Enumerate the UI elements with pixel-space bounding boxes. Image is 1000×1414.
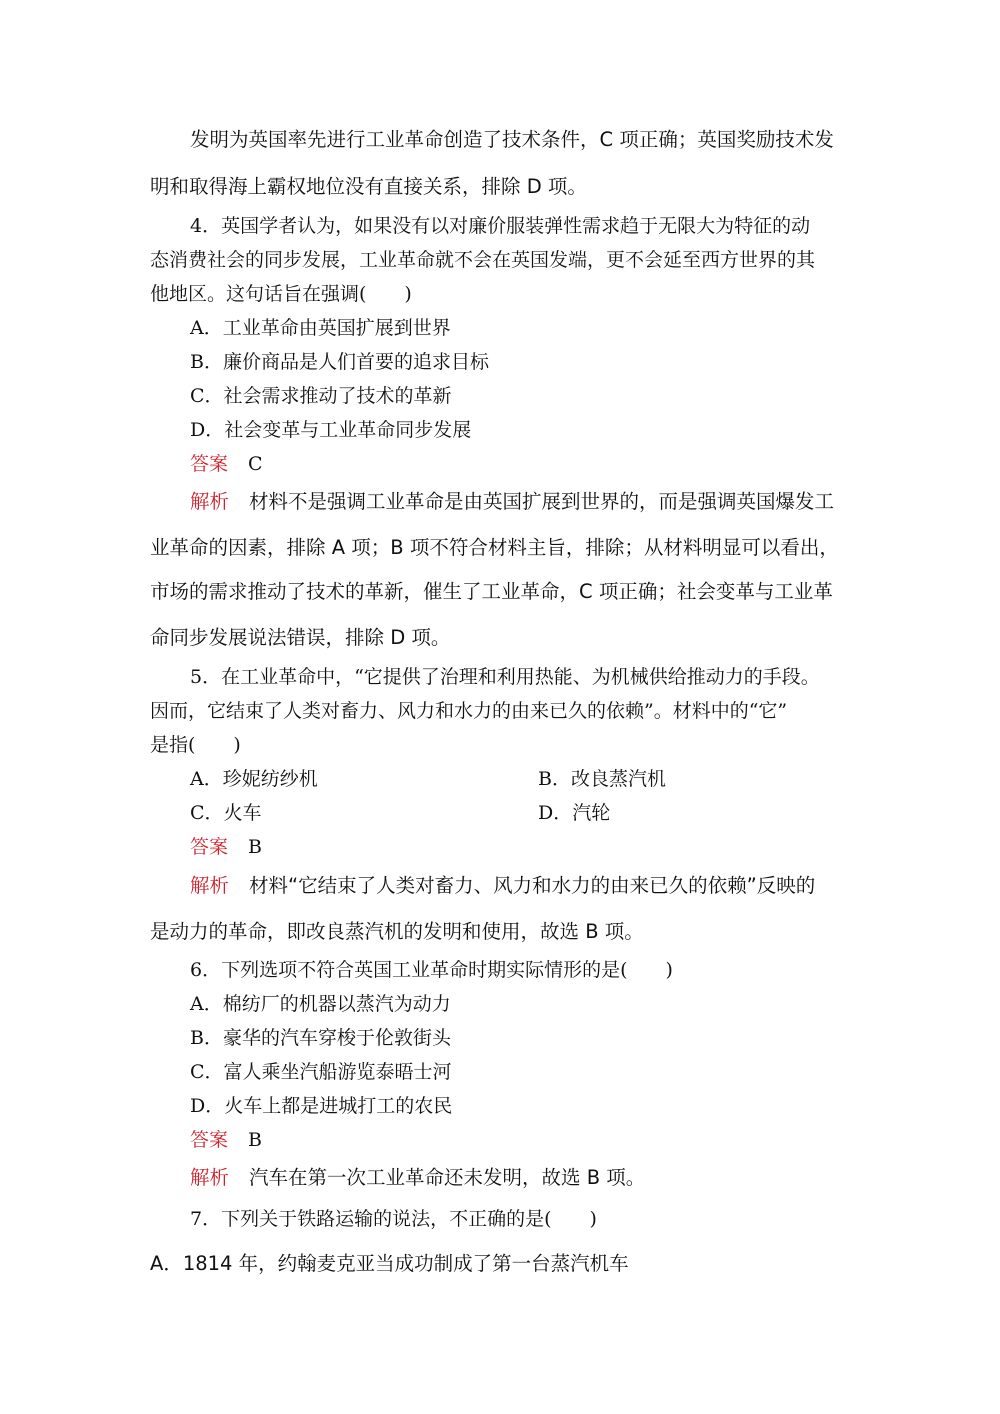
q6-option-d: D．火车上都是进城打工的农民	[190, 1095, 453, 1117]
carryover-explanation-line-2: 明和取得海上霸权地位没有直接关系，排除 D 项。	[150, 175, 587, 198]
q5-option-d: D．汽轮	[538, 802, 611, 824]
q5-option-a: A．珍妮纺纱机	[190, 768, 318, 790]
q6-answer-label: 答案	[190, 1129, 229, 1151]
q5-explanation-line-2: 是动力的革命，即改良蒸汽机的发明和使用，故选 B 项。	[150, 920, 644, 943]
q4-option-c: C．社会需求推动了技术的革新	[190, 385, 452, 407]
q5-stem-line-3: 是指( )	[150, 734, 241, 756]
q5-answer-label: 答案	[190, 836, 229, 858]
q5-stem-line-1: 5．在工业革命中，“它提供了治理和利用热能、为机械供给推动力的手段。	[190, 666, 820, 688]
q4-option-d: D．社会变革与工业革命同步发展	[190, 419, 472, 441]
q4-explanation-row	[190, 490, 834, 514]
q4-stem-line-1: 4．英国学者认为，如果没有以对廉价服装弹性需求趋于无限大为特征的动	[190, 215, 811, 237]
q7-option-a: A．1814 年，约翰麦克亚当成功制成了第一台蒸汽机车	[150, 1252, 629, 1275]
q5-explanation-line-1: 材料“它结束了人类对畜力、风力和水力的由来已久的依赖”反映的	[249, 874, 816, 897]
q6-answer-value: B	[248, 1129, 262, 1151]
q5-answer-value: B	[248, 836, 262, 858]
q6-option-a: A．棉纺厂的机器以蒸汽为动力	[190, 993, 451, 1015]
q6-option-c: C．富人乘坐汽船游览泰晤士河	[190, 1061, 452, 1083]
q4-stem-line-3: 他地区。这句话旨在强调( )	[150, 283, 412, 305]
q5-explanation-row	[190, 874, 815, 898]
q4-explanation-label: 解析	[190, 490, 230, 513]
carryover-explanation-line-1: 发明为英国率先进行工业革命创造了技术条件，C 项正确；英国奖励技术发	[190, 128, 834, 151]
q4-stem-line-2: 态消费社会的同步发展，工业革命就不会在英国发端，更不会延至西方世界的其	[150, 249, 816, 271]
q6-explanation-row	[190, 1166, 645, 1190]
q4-answer-label: 答案	[190, 453, 229, 475]
q6-explanation-line-1: 汽车在第一次工业革命还未发明，故选 B 项。	[249, 1166, 646, 1189]
q5-explanation-label: 解析	[190, 874, 230, 897]
q7-stem-line-1: 7．下列关于铁路运输的说法，不正确的是( )	[190, 1208, 597, 1230]
q6-answer-row	[190, 1128, 262, 1152]
q6-stem-line-1: 6．下列选项不符合英国工业革命时期实际情形的是( )	[190, 959, 673, 981]
q4-option-a: A．工业革命由英国扩展到世界	[190, 317, 451, 339]
q4-explanation-line-2: 业革命的因素，排除 A 项；B 项不符合材料主旨，排除；从材料明显可以看出，	[150, 536, 839, 559]
q4-explanation-line-3: 市场的需求推动了技术的革新，催生了工业革命，C 项正确；社会变革与工业革	[150, 580, 833, 603]
q5-answer-row	[190, 835, 262, 859]
q4-answer-value: C	[248, 453, 263, 475]
q6-option-b: B．豪华的汽车穿梭于伦敦街头	[190, 1027, 451, 1049]
q6-explanation-label: 解析	[190, 1166, 230, 1189]
q4-option-b: B．廉价商品是人们首要的追求目标	[190, 351, 489, 373]
q5-option-c: C．火车	[190, 802, 262, 824]
q5-option-b: B．改良蒸汽机	[538, 768, 666, 790]
q4-explanation-line-4: 命同步发展说法错误，排除 D 项。	[150, 626, 451, 649]
q4-explanation-line-1: 材料不是强调工业革命是由英国扩展到世界的，而是强调英国爆发工	[249, 490, 835, 513]
q5-stem-line-2: 因而，它结束了人类对畜力、风力和水力的由来已久的依赖”。材料中的“它”	[150, 700, 788, 722]
q4-answer-row	[190, 452, 263, 476]
